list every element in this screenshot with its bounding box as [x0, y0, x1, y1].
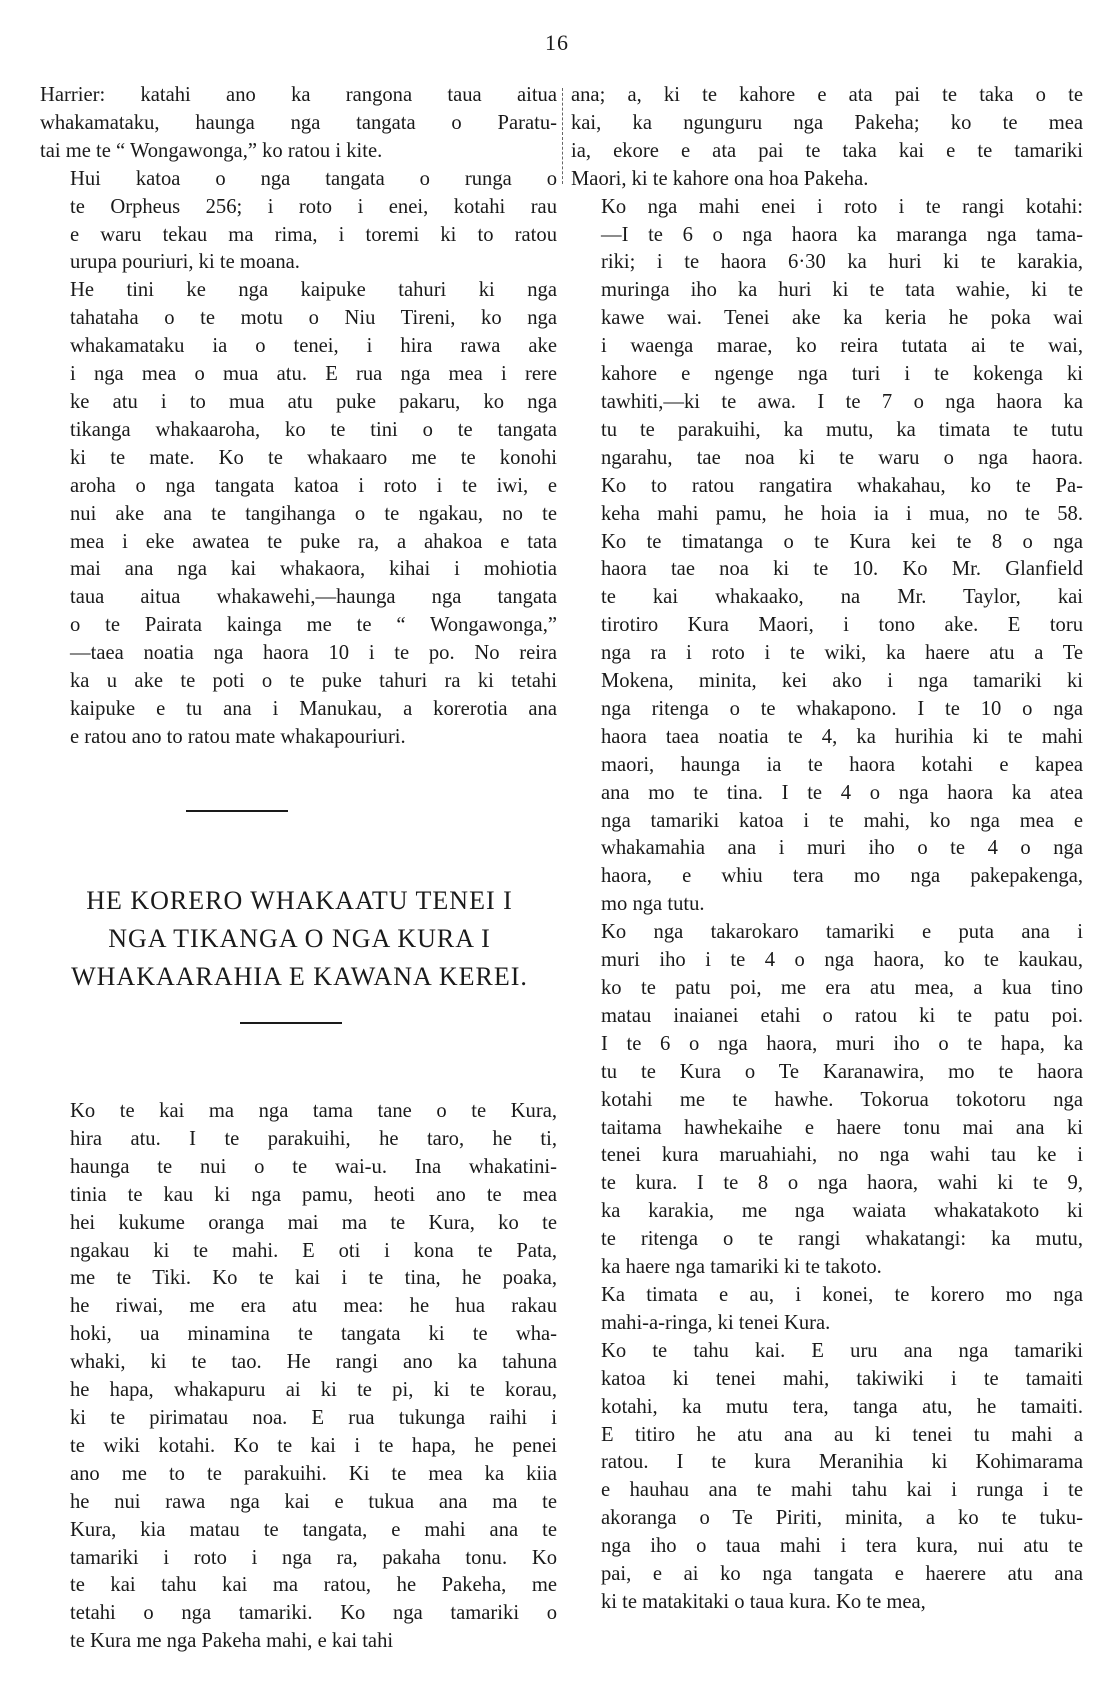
text-line: taitama hawhekaihe e haere tonu mai ana ki [601, 1116, 1083, 1139]
paragraph [40, 277, 557, 751]
right-column [571, 82, 1083, 1617]
text-line: NGA TIKANGA O NGA KURA I [108, 924, 491, 953]
text-line: whakamataku, haunga nga tangata o Paratu- [40, 111, 557, 134]
text-line: —taea noatia nga haora 10 i te po. No reira [70, 642, 557, 665]
text-line: I te 6 o nga haora, muri iho o te hapa, ka [601, 1032, 1083, 1055]
text-line: haora, e whiu tera mo nga pakepakenga, [601, 865, 1083, 888]
text-line: tai me te “ Wongawonga,” ko ratou i kite. [40, 139, 383, 162]
text-line: riki; i te haora 6·30 ka huri ki te karakia, [601, 251, 1083, 274]
text-line: Ko te tahu kai. E uru ana nga tamariki [601, 1339, 1083, 1362]
text-line: he hapa, whakapuru ai ki te pi, ki te korau, [70, 1379, 557, 1402]
text-line: he riwai, me era atu mea: he hua rakau [70, 1295, 557, 1318]
text-line: urupa pouriuri, ki te moana. [70, 251, 300, 274]
text-line: kawe wai. Tenei ake ka keria he poka wai [601, 307, 1083, 330]
text-line: katoa ki tenei mahi, takiwiki i te tamaiti [601, 1367, 1083, 1390]
text-line: nga ritenga o te whakapono. I te 10 o nga [601, 697, 1083, 720]
text-line: he nui rawa nga kai e tukua ana ma te [70, 1490, 557, 1513]
text-line: matau inaianei etahi o ratou ki te patu poi. [601, 1004, 1083, 1027]
text-line: akoranga o Te Piriti, minita, a ko te tuku- [601, 1507, 1083, 1530]
text-line: kaipuke e tu ana i Manukau, a korerotia ana [70, 697, 557, 720]
text-line: ke atu i to mua atu puke pakaru, ko nga [70, 390, 557, 413]
text-line: te kai whakaako, na Mr. Taylor, kai [601, 586, 1083, 609]
text-line: nga iho o taua mahi i tera kura, nui atu te [601, 1535, 1083, 1558]
paragraph [40, 166, 557, 278]
page-number: 16 [545, 30, 569, 55]
text-line: HE KORERO WHAKAATU TENEI I [86, 886, 513, 915]
left-column-upper [40, 82, 557, 752]
text-line: kahore e ngenge nga turi i te kokenga ki [601, 363, 1083, 386]
text-line: haora taea noatia te 4, ka hurihia ki te mahi [601, 725, 1083, 748]
text-line: ano me to te parakuihi. Ki te mea ka kiia [70, 1462, 557, 1485]
text-line: me te Tiki. Ko te kai i te tina, he poaka, [70, 1267, 557, 1290]
left-column-lower [40, 1098, 557, 1656]
text-line: i waenga marae, ko reira tutata ai te wai, [601, 335, 1083, 358]
text-line: muri iho i te 4 o nga haora, ko te kaukau, [601, 949, 1083, 972]
text-line: Harrier: katahi ano ka rangona taua aitua [40, 84, 557, 106]
text-line: tinia te kau ki nga pamu, heoti ano te mea [70, 1183, 557, 1206]
text-line: whakamataku ia o tenei, i hira rawa ake [70, 335, 557, 358]
section-rule [240, 1022, 342, 1024]
text-line: tamariki i roto i nga ra, pakaha tonu. Ko [70, 1546, 557, 1569]
text-line: ngarahu, tae noa ki te waru o nga haora. [601, 446, 1083, 469]
text-line: hira atu. I te parakuihi, he taro, he ti, [70, 1127, 557, 1150]
text-line: haora tae noa ki te 10. Ko Mr. Glanfield [601, 558, 1083, 581]
text-line: e ratou ano to ratou mate whakapouriuri. [70, 725, 406, 748]
text-line: tu te Kura o Te Karanawira, mo te haora [601, 1060, 1083, 1083]
text-line: kai, ka ngunguru nga Pakeha; ko te mea [571, 111, 1083, 134]
column-divider [562, 88, 563, 184]
paragraph [571, 1282, 1083, 1338]
text-line: kotahi me te hawhe. Tokorua tokotoru nga [601, 1088, 1083, 1111]
text-line: e hauhau ana te mahi tahu kai i runga i te [601, 1479, 1083, 1502]
text-line: Ko nga takarokaro tamariki e puta ana i [601, 921, 1083, 944]
text-line: tu te parakuihi, ka mutu, ka timata te tutu [601, 418, 1083, 441]
text-line: i nga mea o mua atu. E rua nga mea i rere [70, 363, 557, 386]
text-line: Ko nga mahi enei i roto i te rangi kotahi: [601, 195, 1083, 218]
text-line: kotahi, ka mutu tera, tanga atu, he tamaiti. [601, 1395, 1083, 1418]
text-line: Mokena, minita, kei ako i nga tamariki ki [601, 670, 1083, 693]
text-line: ka karakia, me nga waiata whakatakoto ki [601, 1200, 1083, 1223]
text-line: Kura, kia matau te tangata, e mahi ana te [70, 1518, 557, 1541]
text-line: maori, haunga ia te haora kotahi e kapea [601, 753, 1083, 776]
text-line: ko te patu poi, me era atu mea, a kua tino [601, 977, 1083, 999]
text-line: WHAKAARAHIA E KAWANA KEREI. [71, 962, 528, 991]
section-heading [42, 882, 557, 996]
text-line: mai ana nga kai whakaora, kihai i mohiotia [70, 558, 557, 581]
text-line: whaki, ki te tao. He rangi ano ka tahuna [70, 1351, 557, 1374]
text-line: keha mahi pamu, he hoia ia i mua, no te 58. [601, 502, 1083, 525]
paragraph [40, 82, 557, 166]
text-line: tirotiro Kura Maori, i tono ake. E toru [601, 614, 1083, 637]
text-line: te wiki kotahi. Ko te kai i te hapa, he penei [70, 1434, 557, 1457]
paragraph [571, 82, 1083, 194]
text-line: Ko to ratou rangatira whakahau, ko te Pa- [601, 474, 1083, 497]
paragraph [571, 194, 1083, 920]
text-line: ia, ekore e ata pai te taka kai e te tamariki [571, 139, 1083, 162]
text-line: tahataha o te motu o Niu Tireni, ko nga [70, 307, 557, 330]
text-line: ka u ake te poti o te puke tahuri ra ki tetahi [70, 670, 557, 693]
text-line: te kura. I te 8 o nga haora, wahi ki te 9, [601, 1172, 1083, 1195]
text-line: nga tamariki katoa i te mahi, ko nga mea e [601, 809, 1083, 832]
text-line: tetahi o nga tamariki. Ko nga tamariki o [70, 1602, 557, 1625]
text-line: te Kura me nga Pakeha mahi, e kai tahi [70, 1630, 394, 1653]
text-line: Ko te kai ma nga tama tane o te Kura, [70, 1100, 557, 1122]
text-line: ki te mate. Ko te whakaaro me te konohi [70, 446, 557, 469]
text-line: ki te matakitaki o taua kura. Ko te mea, [601, 1590, 926, 1613]
text-line: whakamahia ana i muri iho o te 4 o nga [601, 837, 1083, 860]
text-line: muringa iho ka huri ki te tata wahie, ki te [601, 279, 1083, 302]
text-line: hoki, ua minamina te tangata ki te wha- [70, 1323, 557, 1346]
text-line: ngakau ki te mahi. E oti i kona te Pata, [70, 1239, 557, 1262]
text-line: tawhiti,—ki te awa. I te 7 o nga haora ka [601, 390, 1083, 413]
text-line: aroha o nga tangata katoa i roto i te iwi, e [70, 474, 557, 497]
text-line: ka haere nga tamariki ki te takoto. [601, 1256, 882, 1279]
paragraph [571, 1338, 1083, 1617]
text-line: ratou. I te kura Meranihia ki Kohimarama [601, 1451, 1083, 1474]
text-line: ana; a, ki te kahore e ata pai te taka o te [571, 84, 1083, 106]
paragraph [40, 1098, 557, 1656]
text-line: mahi-a-ringa, ki tenei Kura. [601, 1311, 831, 1334]
section-rule [186, 810, 288, 812]
text-line: E titiro he atu ana au ki tenei tu mahi a [601, 1423, 1083, 1446]
text-line: —I te 6 o nga haora ka maranga nga tama- [601, 223, 1083, 246]
text-line: te Orpheus 256; i roto i enei, kotahi rau [70, 195, 557, 218]
text-line: te kai tahu kai ma ratou, he Pakeha, me [70, 1574, 557, 1597]
text-line: nga ra i roto i te wiki, ka haere atu a Te [601, 642, 1083, 665]
text-line: tenei kura maruahiahi, no nga wahi tau ke i [601, 1144, 1083, 1167]
text-line: nui ake ana te tangihanga o te ngakau, no te [70, 502, 557, 525]
text-line: o te Pairata kainga me te “ Wongawonga,” [70, 614, 557, 637]
text-line: mea i eke awatea te puke ra, a ahakoa e tata [70, 530, 557, 553]
text-line: haunga te nui o te wai-u. Ina whakatini- [70, 1155, 557, 1178]
text-line: taua aitua whakawehi,—haunga nga tangata [70, 586, 557, 609]
text-line: pai, e ai ko nga tangata e haerere atu ana [601, 1563, 1083, 1586]
text-line: Ko te timatanga o te Kura kei te 8 o nga [601, 530, 1083, 553]
text-line: hei kukume oranga mai ma te Kura, ko te [70, 1211, 557, 1234]
text-line: mo nga tutu. [601, 893, 705, 916]
text-line: te ritenga o te rangi whakatangi: ka mutu, [601, 1228, 1083, 1251]
text-line: e waru tekau ma rima, i toremi ki to ratou [70, 223, 557, 246]
text-line: ana mo te tina. I te 4 o nga haora ka atea [601, 781, 1083, 804]
text-line: Hui katoa o nga tangata o runga o [70, 167, 557, 190]
text-line: ki te pirimatau noa. E rua tukunga raihi i [70, 1406, 557, 1429]
text-line: Ka timata e au, i konei, te korero mo nga [601, 1283, 1083, 1306]
paragraph [571, 919, 1083, 1282]
text-line: tikanga whakaaroha, ko te tini o te tangata [70, 418, 557, 441]
text-line: Maori, ki te kahore ona hoa Pakeha. [571, 167, 869, 190]
text-line: He tini ke nga kaipuke tahuri ki nga [70, 279, 557, 302]
